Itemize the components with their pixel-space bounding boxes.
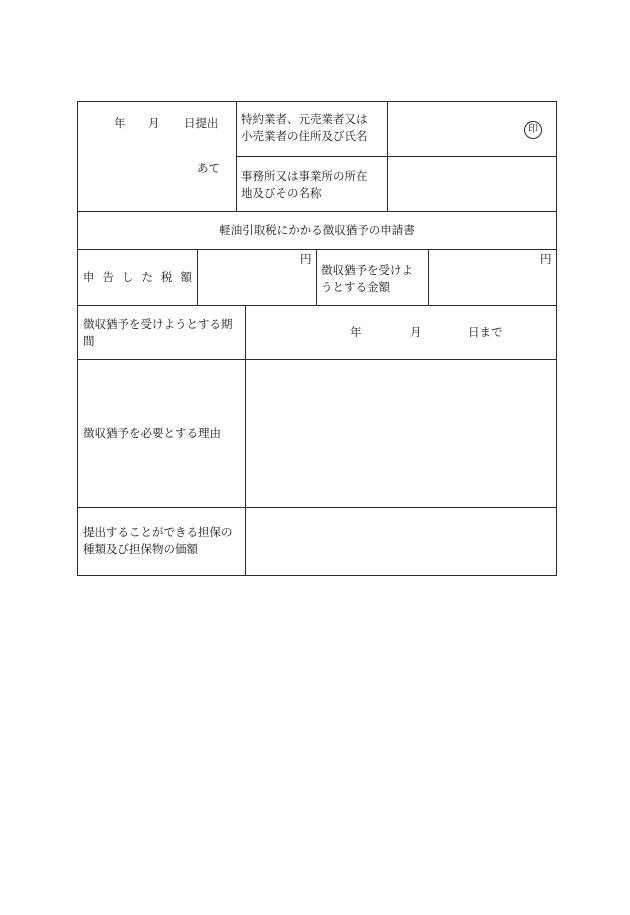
- applicant-name-label-line2: 小売業者の住所及び氏名: [241, 129, 368, 143]
- declared-tax-label: 申告した税額: [83, 270, 200, 284]
- amounts-divider-3: [428, 249, 429, 305]
- collateral-label-line2: 種類及び担保物の価額: [83, 542, 198, 556]
- reason-label: 徴収猶予を必要とする理由: [83, 426, 221, 440]
- form-border-top: [77, 101, 557, 102]
- addressee-label: あて: [197, 161, 220, 175]
- amounts-row-bottom: [77, 305, 557, 306]
- applicant-name-label-line1: 特約業者、元売業者又は: [241, 112, 368, 126]
- office-label-line2: 地及びその名称: [241, 186, 322, 200]
- period-row-bottom: [77, 359, 557, 360]
- deferral-amount-label-line2: うとする金額: [321, 280, 390, 294]
- reason-row-bottom: [77, 507, 557, 508]
- amounts-divider-2: [316, 249, 317, 305]
- collateral-label-line1: 提出することができる担保の: [83, 525, 233, 539]
- form-border-right: [556, 101, 557, 576]
- deferral-amount-label-line1: 徴収猶予を受けよ: [321, 263, 413, 277]
- lower-label-divider: [245, 305, 246, 576]
- submission-day-label: 日提出: [184, 116, 219, 130]
- form-border-left: [77, 101, 78, 576]
- seal-icon: 印: [524, 121, 542, 139]
- period-label-line2: 間: [83, 334, 95, 348]
- deferral-amount-unit: 円: [540, 252, 552, 266]
- title-row-bottom: [77, 249, 557, 250]
- submission-year-label: 年: [114, 116, 126, 130]
- period-year-label: 年: [350, 325, 362, 339]
- period-until-day-label: 日まで: [468, 325, 503, 339]
- office-label-line1: 事務所又は事業所の所在: [241, 169, 368, 183]
- period-label-line1: 徴収猶予を受けようとする期: [83, 317, 233, 331]
- title-row-top: [77, 211, 557, 212]
- header-divider-horizontal: [236, 156, 557, 157]
- form-title: 軽油引取税にかかる徴収猶予の申請書: [219, 223, 415, 237]
- submission-month-label: 月: [148, 116, 160, 130]
- declared-tax-unit: 円: [300, 252, 312, 266]
- period-month-label: 月: [410, 325, 422, 339]
- form-border-bottom: [77, 575, 557, 576]
